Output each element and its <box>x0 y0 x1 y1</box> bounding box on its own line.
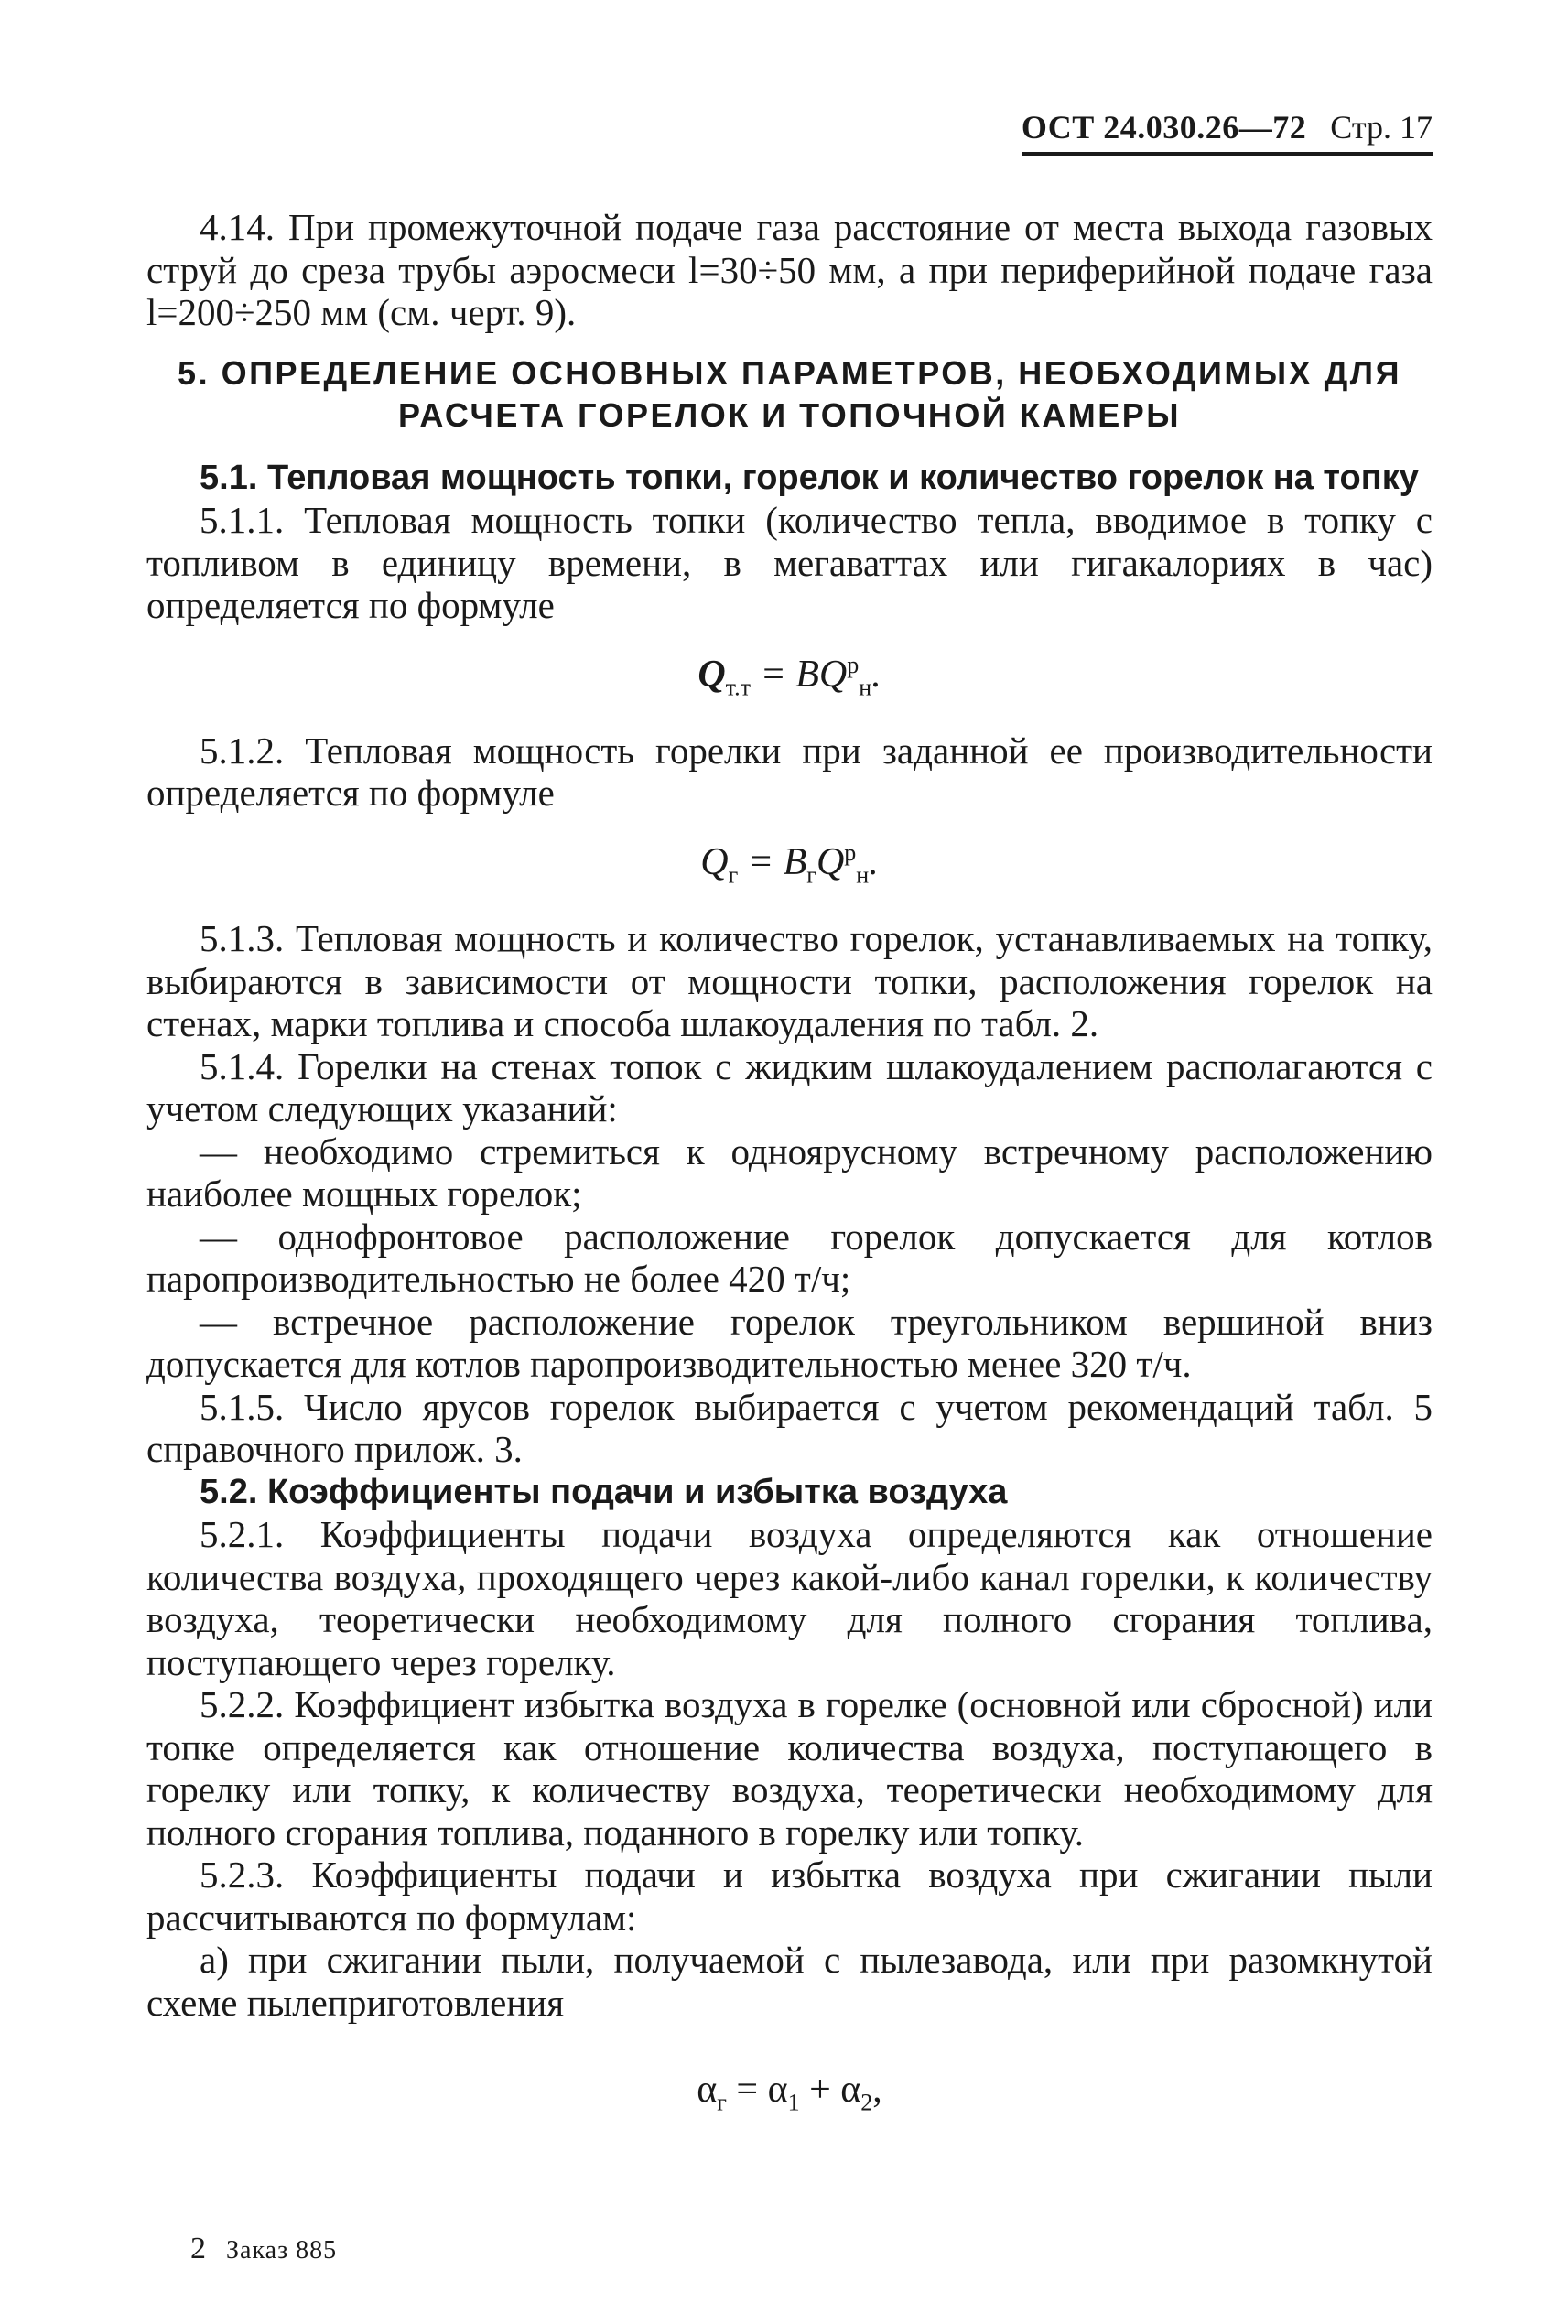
paragraph-5-1-5: 5.1.5. Число ярусов горелок выбирается с учетом рекомендаций табл. 5 справочного прилож. 3. <box>146 1385 1433 1471</box>
order-number: Заказ 885 <box>226 2236 338 2265</box>
document-code: ОСТ 24.030.26—72 <box>1021 109 1307 146</box>
paragraph-5-1-4: 5.1.4. Горелки на стенах топок с жидким шлакоудалением располагаются с учетом следующих указаний: <box>146 1044 1433 1130</box>
bullet-item: — встречное расположение горелок треугольником вершиной вниз допускается для котлов паропроизводительностью менее 320 т/ч. <box>146 1300 1433 1386</box>
page-header <box>1022 108 1433 156</box>
paragraph-5-1-3: 5.1.3. Тепловая мощность и количество горелок, устанавливаемых на топку, выбираются в зависимости от мощности топки, расположения горелок на стенах, марки топлива и способа шлакоудаления по табл. 2. <box>146 917 1433 1045</box>
section-5-heading: 5. ОПРЕДЕЛЕНИЕ ОСНОВНЫХ ПАРАМЕТРОВ, НЕОБХОДИМЫХ ДЛЯ РАСЧЕТА ГОРЕЛОК И ТОПОЧНОЙ КАМЕРЫ <box>178 353 1401 434</box>
paragraph-5-1-1: 5.1.1. Тепловая мощность топки (количество тепла, вводимое в топку с топливом в единицу времени, в мегаваттах или гигакалориях в час) определяется по формуле <box>146 499 1433 626</box>
subsection-5-1-heading: 5.1. Тепловая мощность топки, горелок и количество горелок на топку <box>200 458 1419 497</box>
paragraph-4-14: 4.14. При промежуточной подаче газа расстояние от места выхода газовых струй до среза трубы аэросмеси l=30÷50 мм, а при периферийной подаче газа l=200÷250 мм (см. черт. 9). <box>146 206 1433 333</box>
bullet-item: — необходимо стремиться к одноярусному встречному расположению наиболее мощных горелок; <box>146 1130 1433 1216</box>
paragraph-5-1-2: 5.1.2. Тепловая мощность горелки при заданной ее производительности определяется по формуле <box>146 729 1433 815</box>
bullet-item: — однофронтовое расположение горелок допускается для котлов паропроизводительностью не более 420 т/ч; <box>146 1215 1433 1301</box>
paragraph-item-a: а) при сжигании пыли, получаемой с пылезавода, или при разомкнутой схеме пылеприготовления <box>146 1939 1433 2024</box>
page-number: Стр. 17 <box>1330 109 1433 146</box>
page-footer <box>190 2232 337 2266</box>
page-body <box>146 206 1433 2146</box>
paragraph-5-2-3: 5.2.3. Коэффициенты подачи и избытка воздуха при сжигании пыли рассчитываются по формулам: <box>146 1854 1433 1939</box>
sheet-number: 2 <box>190 2232 206 2265</box>
formula-air-ratio: $\alpha_г = \alpha_1 + \alpha_2$, <box>697 2069 882 2116</box>
paragraph-5-2-2: 5.2.2. Коэффициент избытка воздуха в горелке (основной или сбросной) или топке определяется как отношение количества воздуха, поступающего в горелку или топку, к количеству воздуха, теоретически необходимому для полного сгорания топлива, поданного в горелку или топку. <box>146 1683 1433 1854</box>
subsection-5-2-heading: 5.2. Коэффициенты подачи и избытка воздуха <box>200 1472 1008 1511</box>
formula-furnace-power: $Q_{т.т} = BQ^р_н$. <box>697 651 881 700</box>
formula-burner-power: $Q_г = B_гQ^р_н$. <box>700 838 879 889</box>
paragraph-5-2-1: 5.2.1. Коэффициенты подачи воздуха определяются как отношение количества воздуха, проходящего через какой-либо канал горелки, к количеству воздуха, теоретически необходимому для полного сгорания топлива, поступающего через горелку. <box>146 1513 1433 1683</box>
